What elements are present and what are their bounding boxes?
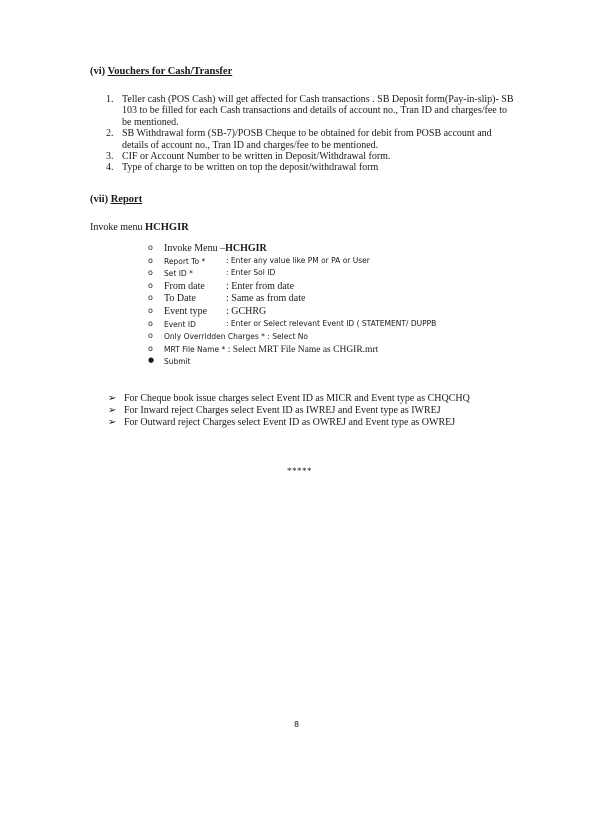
page-number: 8: [294, 720, 300, 729]
circle-bullet-icon: o: [148, 305, 153, 315]
note-item: [108, 393, 528, 405]
item-number: 3.: [106, 151, 114, 163]
step-label: Event type: [164, 305, 208, 317]
circle-bullet-icon: o: [148, 318, 153, 328]
step-value: : GCHRG: [226, 305, 267, 317]
report-notes-list: [108, 393, 528, 428]
step-label: Invoke Menu –: [164, 243, 226, 254]
section-number: (vi): [90, 66, 106, 77]
circle-bullet-icon: o: [148, 293, 153, 303]
invoke-menu-code: HCHGIR: [145, 222, 189, 233]
section-title: Report: [110, 194, 143, 205]
circle-bullet-icon: o: [148, 268, 153, 278]
circle-bullet-icon: o: [148, 331, 153, 341]
step-label: Only Overridden Charges *: [164, 332, 265, 342]
section-number: (vii): [90, 194, 109, 205]
invoke-prefix: Invoke menu: [90, 222, 145, 233]
note-text: For Outward reject Charges select Event ID as OWREJ and Event type as OWREJ: [124, 416, 456, 428]
step-only-overridden-charges: [148, 331, 508, 344]
step-event-id: [148, 319, 508, 332]
arrow-bullet-icon: ➢: [108, 416, 117, 428]
step-value: : Enter or Select relevant Event ID ( STATEMENT/ DUPPB: [226, 318, 437, 328]
step-label: Submit: [164, 357, 191, 367]
circle-bullet-icon: o: [148, 280, 153, 290]
step-invoke-menu: [148, 243, 508, 256]
item-number: 1.: [106, 94, 114, 105]
end-marker: *****: [287, 466, 312, 476]
step-mrt-file-name: [148, 344, 508, 357]
invoke-menu-line: [90, 222, 189, 233]
step-label: Event ID: [164, 319, 196, 329]
step-label: Report To *: [164, 256, 206, 266]
note-item: [108, 405, 528, 417]
note-item: [108, 417, 528, 429]
item-text: Teller cash (POS Cash) will get affected for Cash transactions . SB Deposit form(Pay-in-slip)- SB 103 to be filled for each Cash transactions and details of account no., Tran ID and charges/fee to be mentioned.: [122, 94, 514, 128]
arrow-bullet-icon: ➢: [108, 404, 117, 416]
item-number: 4.: [106, 162, 114, 174]
section-heading-report: [90, 194, 142, 205]
vouchers-list: [106, 94, 516, 174]
step-value: : Enter any value like PM or PA or User: [226, 255, 370, 265]
arrow-bullet-icon: ➢: [108, 393, 117, 404]
step-value: HCHGIR: [225, 243, 267, 254]
item-text: CIF or Account Number to be written in Deposit/Withdrawal form.: [122, 151, 391, 163]
step-label: To Date: [164, 293, 196, 305]
list-item: [106, 162, 516, 173]
list-item: [106, 94, 516, 128]
list-item: [106, 151, 516, 162]
section-title: Vouchers for Cash/Transfer: [107, 66, 233, 77]
step-event-type: [148, 306, 508, 319]
step-to-date: [148, 293, 508, 306]
item-text: SB Withdrawal form (SB-7)/POSB Cheque to be obtained for debit from POSB account and details of account no., Tran ID and charges/fee to be mentioned.: [122, 128, 492, 151]
step-value: : Enter Sol ID: [226, 268, 276, 278]
note-text: For Cheque book issue charges select Event ID as MICR and Event type as CHQCHQ: [124, 393, 470, 404]
step-submit: [148, 356, 508, 369]
note-text: For Inward reject Charges select Event ID as IWREJ and Event type as IWREJ: [124, 404, 441, 416]
step-label: From date: [164, 280, 205, 292]
circle-bullet-icon: o: [148, 243, 153, 252]
step-value: : Enter from date: [226, 280, 295, 292]
filled-bullet-icon: ●: [148, 356, 155, 365]
report-steps-list: [148, 243, 508, 369]
item-number: 2.: [106, 128, 114, 140]
step-report-to: [148, 256, 508, 269]
list-item: [106, 128, 516, 151]
section-heading-vouchers: [90, 66, 232, 77]
item-text: Type of charge to be written on top the deposit/withdrawal form: [122, 162, 379, 174]
step-value: : Select No: [267, 332, 309, 342]
circle-bullet-icon: o: [148, 255, 153, 265]
step-from-date: [148, 281, 508, 294]
step-value: : Select MRT File Name as CHGIR.mrt: [227, 344, 379, 355]
step-label: MRT File Name *: [164, 344, 226, 354]
circle-bullet-icon: o: [148, 343, 153, 353]
step-label: Set ID *: [164, 269, 193, 279]
step-value: : Same as from date: [226, 293, 306, 305]
step-set-id: [148, 268, 508, 281]
